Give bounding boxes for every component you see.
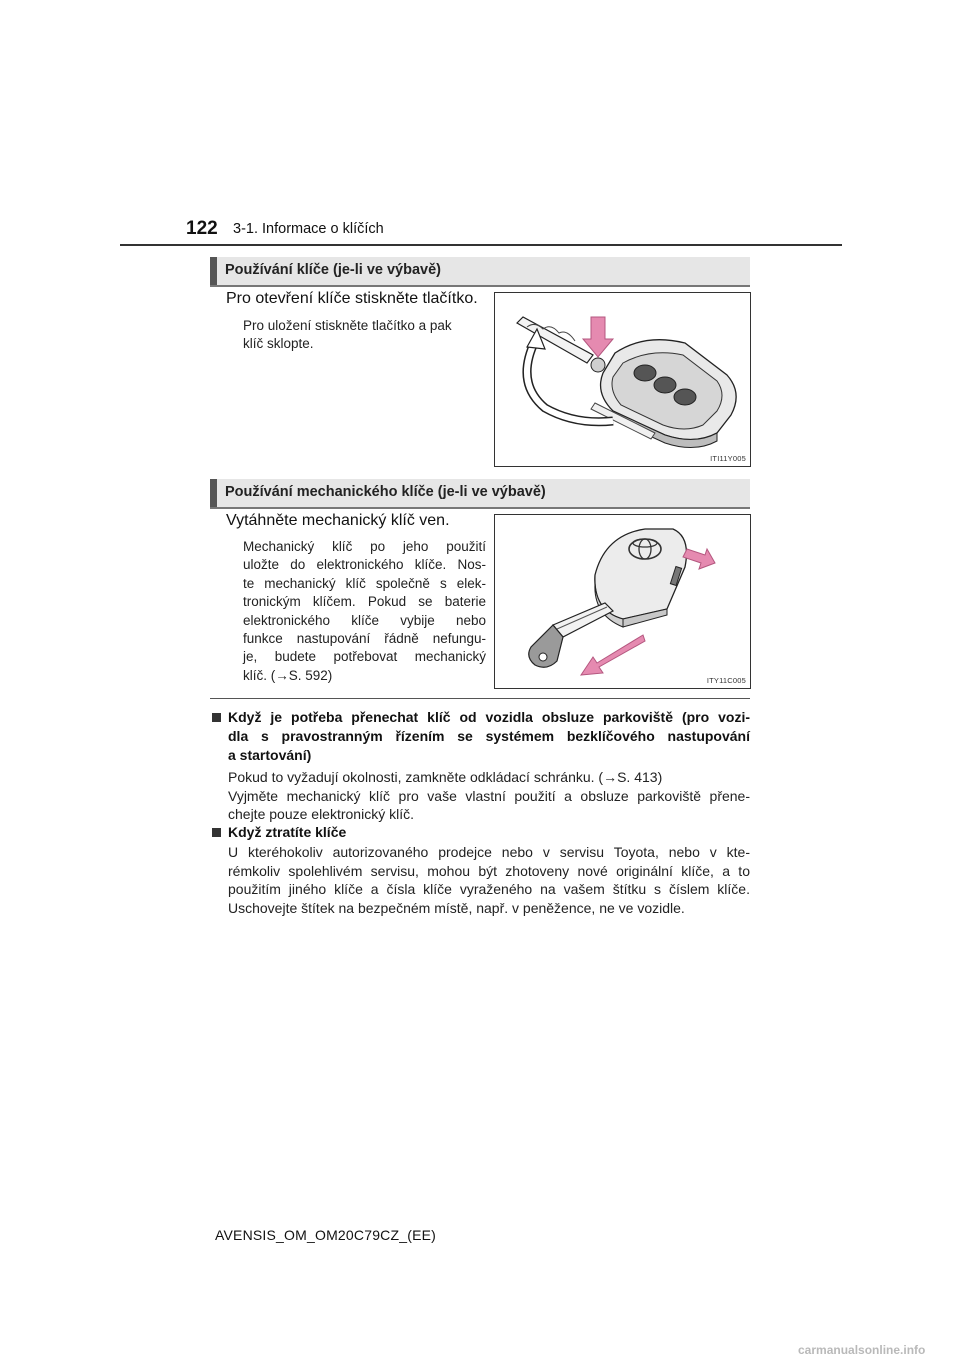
section-heading-text: Používání mechanického klíče (je-li ve výbavě) xyxy=(225,484,546,500)
note-body-valet xyxy=(228,768,750,824)
mechanical-key-illustration xyxy=(495,515,750,688)
note-title-lost-keys xyxy=(228,823,750,842)
folding-key-illustration xyxy=(495,293,750,466)
instruction-open-key: Pro otevření klíče stiskněte tlačítko. xyxy=(226,290,478,307)
text-line: klíč sklopte. xyxy=(243,336,314,352)
text-line: elektronického klíče vybije nebo xyxy=(243,612,486,628)
document-code: AVENSIS_OM_OM20C79CZ_(EE) xyxy=(215,1227,437,1243)
text-line: použitím jiného klíče a čísla klíče vyraženého na vašem štítku s číslem klíče. xyxy=(228,881,750,898)
section-divider xyxy=(210,698,750,699)
text-line: tronickým klíčem. Pokud se baterie xyxy=(243,594,486,610)
text-line: funkce nastupování řádně nefungu- xyxy=(243,631,486,647)
instruction-mechanical-key-detail xyxy=(243,538,486,685)
text-line: Pokud to vyžadují okolnosti, zamkněte odkládací schránku. (→S. 413) xyxy=(228,769,663,785)
text-line: chejte pouze elektronický klíč. xyxy=(228,806,414,823)
text-line: te mechanický klíč společně s elek- xyxy=(243,575,486,591)
heading-bar xyxy=(210,257,217,285)
text-line: rémkoliv spolehlivém servisu, mohou být zhotoveny nové originální klíče, a to xyxy=(228,862,750,879)
note-bullet-icon xyxy=(212,828,221,837)
text-line: Když je potřeba přenechat klíč od vozidla obsluze parkoviště (pro vozi- xyxy=(228,709,750,725)
section-heading-mechanical-key xyxy=(210,479,750,509)
text-line: je, budete potřebovat mechanický xyxy=(243,649,486,665)
instruction-store-key xyxy=(243,317,479,354)
section-label: 3-1. Informace o klíčích xyxy=(233,221,384,237)
header-rule xyxy=(120,244,842,246)
note-body-lost-keys xyxy=(228,843,750,917)
text-line: Vyjměte mechanický klíč pro vaše vlastní použití a obsluze parkoviště přene- xyxy=(228,787,750,804)
text-line: klíč. (→S. 592) xyxy=(243,667,333,683)
watermark: carmanualsonline.info xyxy=(798,1343,926,1357)
figure-mechanical-key xyxy=(494,514,751,689)
heading-bar xyxy=(210,479,217,507)
note-title-valet xyxy=(228,708,750,764)
text-line: U kteréhokoliv autorizovaného prodejce nebo v servisu Toyota, nebo v kte- xyxy=(228,844,750,860)
text-line: Když ztratíte klíče xyxy=(228,824,347,840)
figure-code: ITY11C005 xyxy=(706,676,746,685)
figure-code: ITI11Y005 xyxy=(710,454,746,463)
section-heading-text: Používání klíče (je-li ve výbavě) xyxy=(225,262,441,278)
figure-folding-key xyxy=(494,292,751,467)
text-line: Mechanický klíč po jeho použití xyxy=(243,539,486,554)
text-line: Uschovejte štítek na bezpečném místě, např. v peněžence, ne ve vozidle. xyxy=(228,899,685,916)
section-heading-key-use xyxy=(210,257,750,287)
text-line: dla s pravostranným řízením se systémem bezklíčového nastupování xyxy=(228,727,750,744)
text-line: uložte do elektronického klíče. Nos- xyxy=(243,557,486,573)
instruction-pull-key: Vytáhněte mechanický klíč ven. xyxy=(226,512,450,529)
text-line: a startování) xyxy=(228,746,312,763)
note-bullet-icon xyxy=(212,713,221,722)
page-number: 122 xyxy=(186,218,218,239)
text-line: Pro uložení stiskněte tlačítko a pak xyxy=(243,318,452,333)
